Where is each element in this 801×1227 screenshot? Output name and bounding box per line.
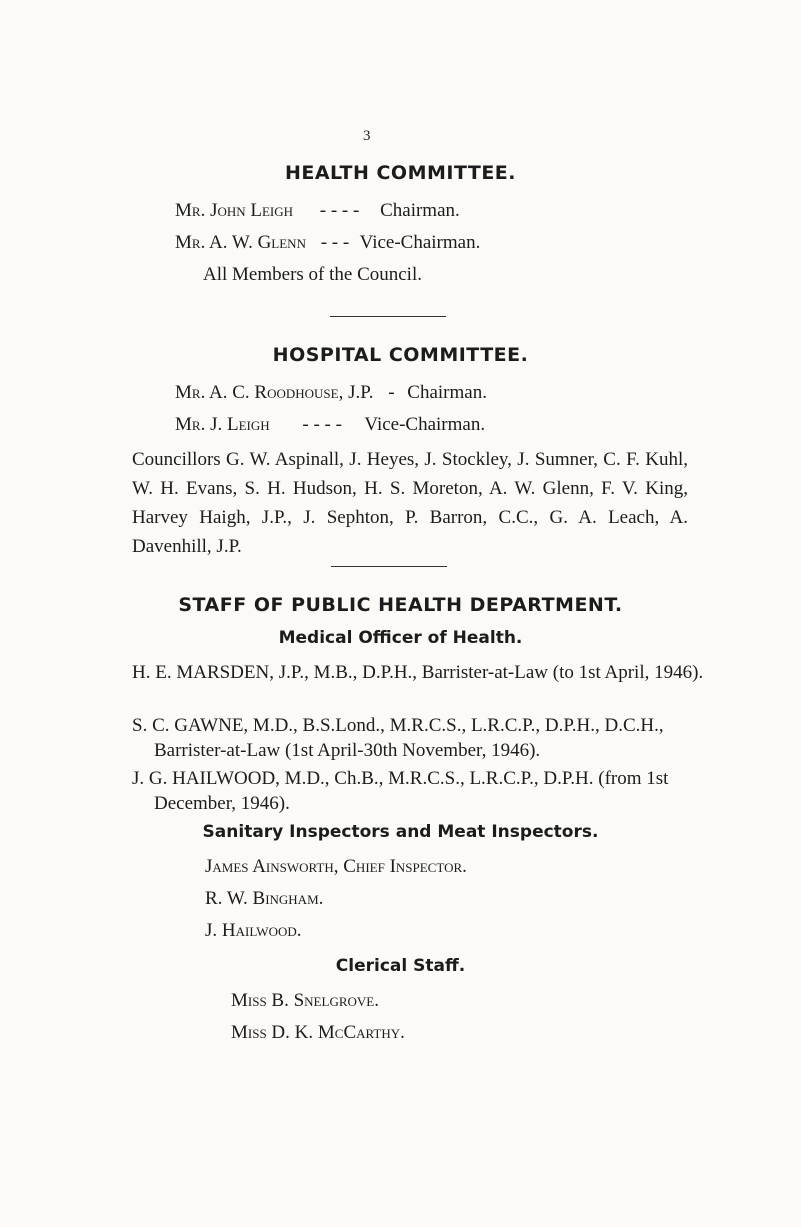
sanitary-inspector-2: R. W. Bingham. <box>205 888 324 909</box>
hospital-chairman-name: Mr. A. C. Roodhouse, J.P. <box>175 382 374 403</box>
hospital-committee-title: HOSPITAL COMMITTEE. <box>272 344 529 366</box>
moh-entry-marsden: H. E. MARSDEN, J.P., M.B., D.P.H., Barrister-at-Law (to 1st April, 1946). <box>132 662 704 683</box>
moh-entry-hailwood: J. G. HAILWOOD, M.D., Ch.B., M.R.C.S., L.R.C.P., D.P.H. (from 1st December, 1946). <box>132 768 669 814</box>
section-divider <box>330 316 446 317</box>
hospital-vice-row <box>175 414 485 436</box>
health-vice-dashes: - - - <box>320 232 350 253</box>
sanitary-title: Sanitary Inspectors and Meat Inspectors. <box>202 822 599 842</box>
hospital-vice-dashes: - - - - <box>302 414 342 435</box>
clerical-staff-1: Miss B. Snelgrove. <box>231 990 379 1011</box>
sanitary-inspector-1: James Ainsworth, Chief Inspector. <box>205 856 467 877</box>
health-chairman-name: Mr. John Leigh <box>175 200 294 221</box>
moh-title: Medical Officer of Health. <box>278 628 523 648</box>
health-committee-title: HEALTH COMMITTEE. <box>284 162 517 184</box>
clerical-staff-2: Miss D. K. McCarthy. <box>231 1022 405 1043</box>
health-chairman-row <box>175 200 460 222</box>
hospital-vice-role: Vice-Chairman. <box>364 414 486 435</box>
health-vice-row <box>175 232 480 254</box>
health-chairman-dashes: - - - - <box>319 200 360 221</box>
sanitary-inspector-3: J. Hailwood. <box>205 920 302 941</box>
health-members: All Members of the Council. <box>203 264 422 285</box>
page-number: 3 <box>363 128 371 144</box>
hospital-vice-name: Mr. J. Leigh <box>175 414 270 435</box>
health-vice-name: Mr. A. W. Glenn <box>175 232 306 253</box>
hospital-councillors: Councillors G. W. Aspinall, J. Heyes, J. Stockley, J. Sumner, C. F. Kuhl, W. H. Evans, S. H. Hudson, H. S. Moreton, A. W. Glenn, F. V. King, Harvey Haigh, J.P., J. Sephton, P. Barron, C.C., G. A. Leach, A. Davenhill, J.P. <box>132 449 688 557</box>
hospital-chairman-dashes: - <box>388 382 395 403</box>
clerical-title: Clerical Staff. <box>335 956 466 976</box>
moh-entry-gawne: S. C. GAWNE, M.D., B.S.Lond., M.R.C.S., L.R.C.P., D.P.H., D.C.H., Barrister-at-Law (1st April-30th November, 1946). <box>132 715 664 761</box>
staff-title: STAFF OF PUBLIC HEALTH DEPARTMENT. <box>178 594 623 616</box>
health-chairman-role: Chairman. <box>380 200 460 221</box>
hospital-chairman-role: Chairman. <box>407 382 487 403</box>
section-divider <box>331 566 447 567</box>
health-vice-role: Vice-Chairman. <box>359 232 481 253</box>
hospital-chairman-row <box>175 382 487 404</box>
